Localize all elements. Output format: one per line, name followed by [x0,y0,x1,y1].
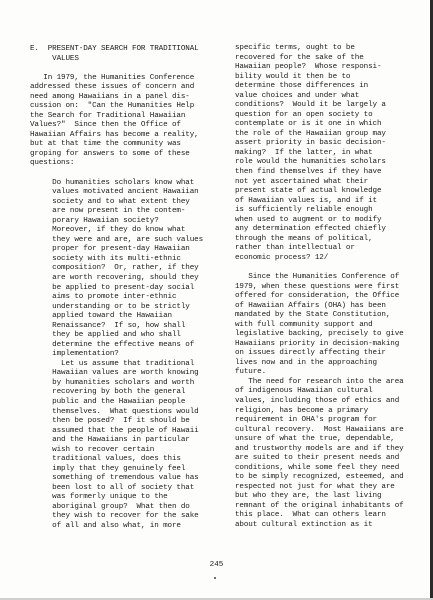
text-line: the Search for Traditional Hawaiian [30,111,186,120]
text-line: on issues directly affecting their [235,349,386,358]
text-line: addressed these issues of concern and [30,83,195,92]
text-line: mandated by the State Constitution, [235,311,391,320]
text-line: be applied to present-day social [30,283,195,292]
text-line: requirement in OHA's program for [235,416,377,425]
text-line: any determination effected chiefly [235,225,386,234]
text-line: Let us assume that traditional [30,359,195,368]
text-line: In 1979, the Humanities Conference [30,73,195,82]
text-line: Hawaiians priority in decision-making [235,339,400,348]
page-number: 245 [209,561,224,569]
text-line: they were and are, are such values [30,235,204,244]
text-line: are worth recovering, should they [30,273,199,282]
text-line: are suited to their present needs and [235,454,400,463]
text-line: determine the effective means of [30,340,195,349]
text-line: legislative backing, precisely to give [235,330,404,339]
text-line: religion, has become a primary [235,406,369,415]
text-line: themselves. What questions would [30,407,199,416]
text-line: question for an open society to [235,110,373,119]
text-line: determine those differences in [235,82,369,91]
text-line: about cultural extinction as it [235,521,373,529]
right-column [235,0,417,600]
text-line: Hawaiian people? Whose responsi- [235,63,382,72]
text-line: society and to what extent they [30,197,190,206]
left-column [30,0,212,600]
text-line: Do humanities scholars know what [30,178,195,187]
text-line: role would the humanities scholars [235,158,386,167]
text-line: value choices and under what [235,91,360,100]
text-line: conditions, while some feel they need [235,463,400,472]
text-line: then find themselves if they have [235,168,382,177]
text-line: of indigenous Hawaiian cultural [235,387,373,396]
text-line: but at that time the community was [30,140,181,149]
text-line: of Hawaiian Affairs (OHA) has been [235,301,386,310]
scan-speck [214,577,216,579]
text-line: Since the Humanities Conference of [235,272,400,281]
text-line: with full community support and [235,320,373,329]
text-line: of all and also what, in more [30,522,181,530]
text-line: this place. What can others learn [235,511,386,520]
text-line: then be posed? If it should be [30,417,190,426]
text-line: is sufficiently reliable enough [235,206,373,215]
text-line: E. PRESENT-DAY SEARCH FOR TRADITIONAL [30,45,199,53]
text-line: understanding or to be strictly [30,302,190,311]
text-line: lives now and in the approaching [235,358,377,367]
text-line: unsure of what the true, dependable, [235,435,395,444]
text-line: was formerly unique to the [30,493,168,502]
text-line: but who they are, the last living [235,492,382,501]
text-line: future. [235,368,267,377]
text-line: assumed that the people of Hawaii [30,426,199,435]
text-line: values, including those of ethics and [235,396,400,405]
text-line: public and the Hawaiian people [30,397,186,406]
text-line: groping for answers to some of these [30,149,190,158]
text-line: Renaissance? If so, how shall [30,321,186,330]
text-line: need among Hawaiians in a panel dis- [30,92,190,101]
text-line: present state of actual knowledge [235,187,382,196]
text-line: Hawaiian values are worth knowing [30,369,199,378]
text-line: wish to recover certain [30,445,155,454]
text-line: offered for consideration, the Office [235,292,400,301]
text-line: cussion on: "Can the Humanities Help [30,102,195,111]
text-line: society with its multi-ethnic [30,254,181,263]
text-line: questions: [30,159,75,168]
text-line: recovered for the sake of the [235,53,364,62]
text-line: Moreover, if they do know what [30,226,186,235]
text-line: when used to augment or to modify [235,215,382,224]
text-line: aboriginal group? What then do [30,502,190,511]
text-line: The need for research into the area [235,377,404,386]
text-line: cultural recovery. Most Hawaiians are [235,425,404,434]
text-line: they wish to recover for the sake [30,512,199,521]
text-line: conditions? Would it be largely a [235,101,386,110]
text-line: applied toward the Hawaiian [30,312,172,321]
text-line: values motivated ancient Hawaiian [30,188,199,197]
text-line: making? If the latter, in what [235,148,373,157]
text-line: been lost to all of society that [30,483,195,492]
text-line: assert priority in basic decision- [235,139,386,148]
text-line: of Hawaiian values is, and if it [235,196,377,205]
text-line: something of tremendous value has [30,474,199,483]
text-line: to be simply recognized, esteemed, and [235,473,404,482]
text-line: economic process? 12/ [235,253,329,262]
text-line: and the Hawaiians in particular [30,436,190,445]
text-line: proper for present-day Hawaiian [30,245,190,254]
text-line: the role of the Hawaiian group may [235,129,386,138]
text-line: through the means of political, [235,234,373,243]
text-line: VALUES [30,54,79,63]
text-line: 1979, when these questions were first [235,282,400,291]
text-line: Hawaiian Affairs has become a reality, [30,130,199,139]
text-line: contemplate or is it one in which [235,120,382,129]
text-line: composition? Or, rather, if they [30,264,199,273]
text-line: respected not just for what they are [235,482,395,491]
text-line: not yet ascertained what their [235,177,369,186]
text-line: bility would it then be to [235,72,351,81]
text-line: they be applied and who shall [30,331,181,340]
text-line: specific terms, ought to be [235,44,355,52]
text-line: imply that they genuinely feel [30,464,186,473]
text-line: aims to promote inter-ethnic [30,293,177,302]
text-line: recovering by both the general [30,388,186,397]
text-line: by humanities scholars and worth [30,378,195,387]
text-line: rather than intellectual or [235,244,355,253]
text-line: Values?" Since then the Office of [30,121,181,130]
text-line: remnant of the original inhabitants of [235,501,404,510]
text-line: traditional values, does this [30,455,181,464]
text-line: implementation? [30,350,119,359]
text-line: are now present in the contem- [30,207,186,216]
text-line: and trustworthy models are and if they [235,444,404,453]
text-line: porary Hawaiian society? [30,216,159,225]
